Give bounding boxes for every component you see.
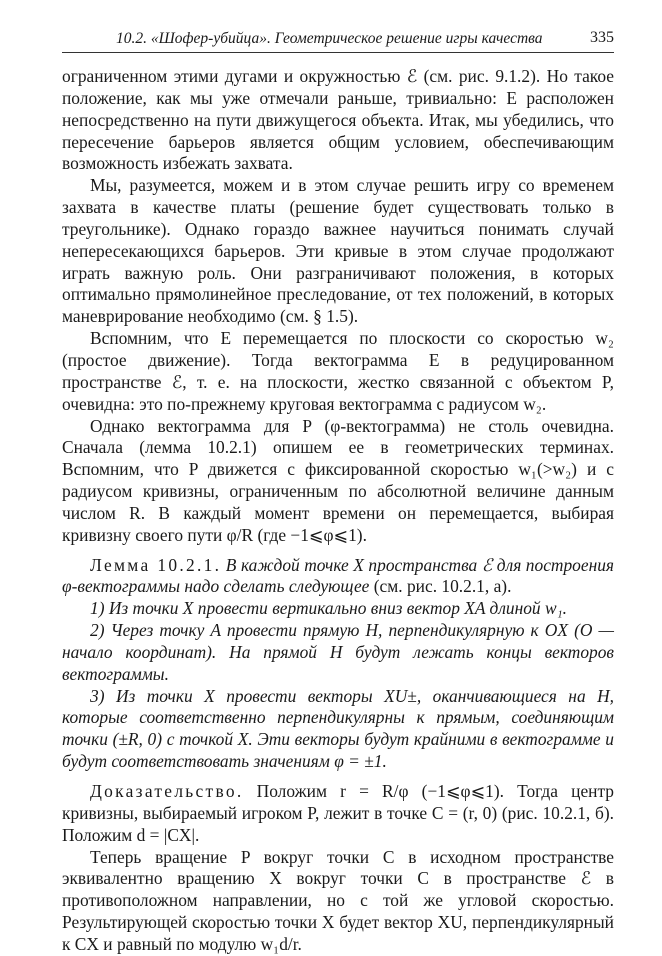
- paragraph-3: Вспомним, что E перемещается по плоскости со скоростью w₂ (простое движение). Тогда вектограмма E в редуцированном пространстве ℰ, т. е. на плоскости, жестко связанной с объектом P, очевидна: это по-прежнему круговая вектограмма с радиусом w₂.: [62, 328, 614, 414]
- lemma-statement: [62, 555, 614, 599]
- page-number: 335: [590, 29, 614, 46]
- proof-continuation: Теперь вращение P вокруг точки C в исходном пространстве эквивалентно вращению X вокруг точки C в пространстве ℰ в противоположном направлении, но с той же угловой скоростью. Результирующей скоростью точки X будет вектор XU, перпендикулярный к CX и равный по модулю w₁d/r.: [62, 846, 614, 954]
- lemma-label: Лемма 10.2.1.: [90, 554, 222, 575]
- proof-label: Доказательство.: [90, 781, 244, 801]
- proof-paragraph: [62, 781, 614, 847]
- lemma-text: В каждой точке X пространства ℰ для построения φ-вектограммы надо сделать следующее: [62, 554, 614, 597]
- running-title: 10.2. «Шофер-убийца». Геометрическое решение игры качества: [116, 30, 543, 47]
- paragraph-1: ограниченном этими дугами и окружностью ℰ (см. рис. 9.1.2). Но такое положение, как мы уже отмечали раньше, тривиально: E расположен непосредственно на пути движущегося объекта. Итак, мы убедились, что пересечение барьеров является общим условием, обеспечивающим возможность избежать захвата.: [62, 66, 614, 174]
- proof-text: Положим r = R/φ (−1⩽φ⩽1). Тогда центр кривизны, выбираемый игроком P, лежит в точке C = (r, 0) (рис. 10.2.1, б). Положим d = |CX|.: [62, 781, 614, 845]
- lemma-figure-ref: (см. рис. 10.2.1, а).: [373, 576, 512, 597]
- main-text: [62, 66, 614, 956]
- paragraph-4: Однако вектограмма для P (φ-вектограмма) не столь очевидна. Сначала (лемма 10.2.1) опишем ее в геометрических терминах. Вспомним, что P движется с фиксированной скоростью w₁(>w₂) и с радиусом кривизны, ограниченным по абсолютной величине данным числом R. В каждый момент времени он перемещается, выбирая кривизну своего пути φ/R (где −1⩽φ⩽1).: [62, 415, 614, 545]
- lemma-item-1: 1) Из точки X провести вертикально вниз вектор XA длиной w₁.: [90, 598, 567, 619]
- paragraph-2: Мы, разумеется, можем и в этом случае решить игру со временем захвата в качестве платы (решение будет существовать только в треугольнике). Однако гораздо важнее научиться понимать случай непересекающихся барьеров. Эти кривые в этом случае продолжают играть важную роль. Они разграничивают положения, в которых оптимально прямолинейное преследование, от тех положений, в которых маневрирование необходимо (см. § 1.5).: [62, 175, 614, 327]
- lemma-item-3: 3) Из точки X провести векторы XU±, оканчивающиеся на H, которые соответственно перпендикулярны к прямым, соединяющим точки (±R, 0) с точкой X. Эти векторы будут крайними в вектограмме и будут соответствовать значениям φ = ±1.: [62, 685, 614, 772]
- lemma-item-2: 2) Через точку A провести прямую H, перпендикулярную к OX (O — начало координат). На прямой H будут лежать концы векторов вектограммы.: [62, 620, 614, 684]
- running-header: [62, 28, 614, 53]
